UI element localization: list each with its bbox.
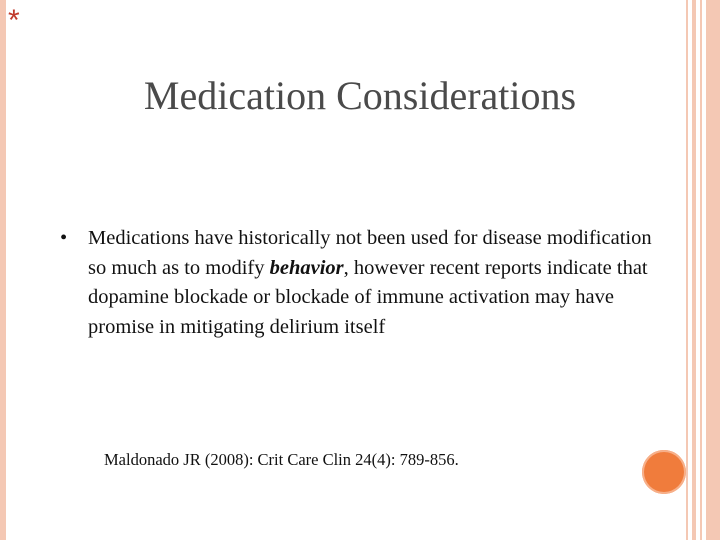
bullet-text-after: , however recent reports indicate that dopamine blockade or blockade of immune activation may have promise in mitigating delirium itself (88, 256, 648, 338)
bullet-text-before: Medications have historically not been used for disease modification so much as to modify (88, 227, 652, 279)
slide-title (0, 72, 720, 119)
bullet-item (60, 224, 670, 342)
slide-marker-asterisk: * (8, 4, 20, 37)
slide-title-text: Medication Considerations (143, 73, 577, 118)
bullet-emphasis: behavior (269, 256, 344, 279)
citation: Maldonado JR (2008): Crit Care Clin 24(4): 789-856. (104, 450, 459, 469)
bullet-list (60, 224, 670, 342)
bullet-dot-icon: • (60, 227, 68, 249)
bullet-text (88, 224, 670, 342)
accent-circle-icon (642, 450, 686, 494)
